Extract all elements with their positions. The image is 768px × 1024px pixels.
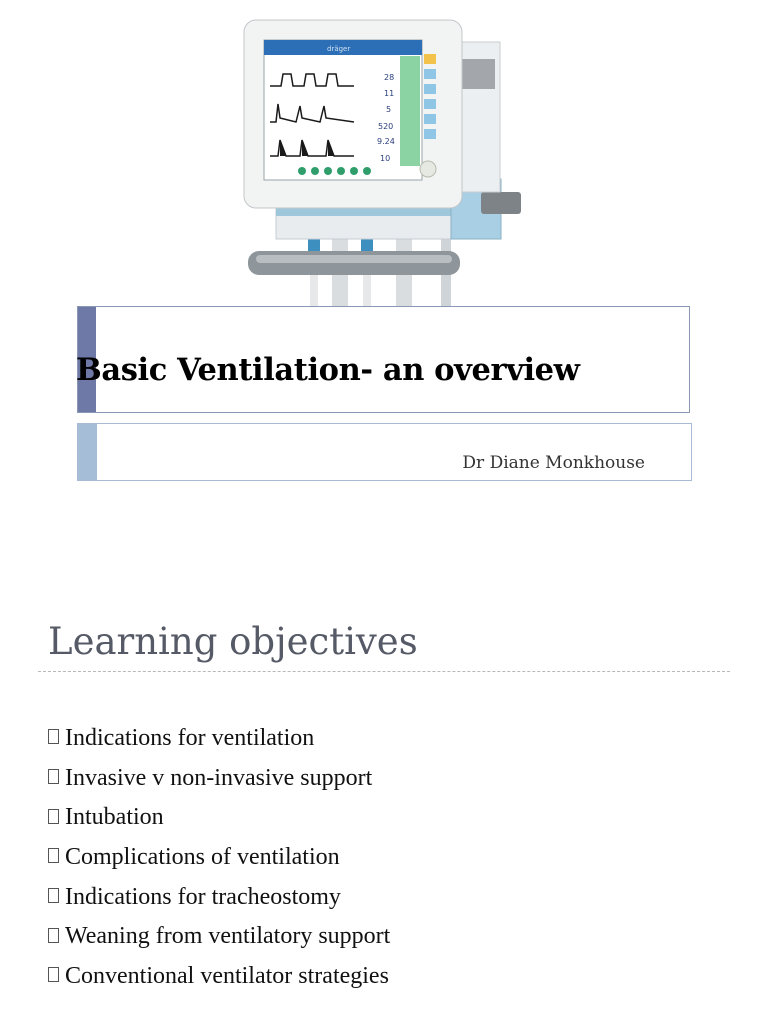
subtitle-box: [77, 423, 692, 481]
author-name: Dr Diane Monkhouse: [462, 453, 645, 473]
subtitle-accent-bar: [78, 424, 97, 480]
list-item: [48, 718, 390, 758]
list-item: [48, 758, 390, 798]
bullet-box-icon: [48, 967, 59, 982]
readout-2: 11: [384, 89, 395, 98]
readout-1: 28: [384, 73, 395, 82]
bullet-box-icon: [48, 928, 59, 943]
objective-text: Intubation: [65, 804, 164, 831]
readout-5: 9.24: [377, 137, 395, 146]
objective-text: Conventional ventilator strategies: [65, 962, 389, 989]
readout-4: 520: [378, 122, 394, 131]
bullet-box-icon: [48, 729, 59, 744]
readout-6: 10: [380, 154, 391, 163]
bullet-box-icon: [48, 809, 59, 824]
list-item: [48, 877, 390, 917]
objective-text: Complications of ventilation: [65, 843, 340, 870]
title-box: [77, 306, 690, 413]
list-item: [48, 916, 390, 956]
title-divider: [38, 671, 730, 672]
objective-text: Weaning from ventilatory support: [65, 923, 391, 950]
objective-text: Indications for tracheostomy: [65, 883, 341, 910]
ventilator-image: [236, 14, 526, 314]
bullet-box-icon: [48, 888, 59, 903]
bullet-box-icon: [48, 848, 59, 863]
bullet-box-icon: [48, 769, 59, 784]
objective-text: Indications for ventilation: [65, 724, 315, 751]
slide-title: Learning objectives: [48, 620, 418, 663]
ventilator-brand-label: dräger: [327, 45, 351, 53]
objectives-list: [48, 718, 390, 996]
list-item: [48, 837, 390, 877]
objective-text: Invasive v non-invasive support: [65, 764, 373, 791]
presentation-title: Basic Ventilation- an overview: [76, 352, 580, 388]
readout-3: 5: [386, 105, 392, 114]
list-item: [48, 797, 390, 837]
list-item: [48, 956, 390, 996]
